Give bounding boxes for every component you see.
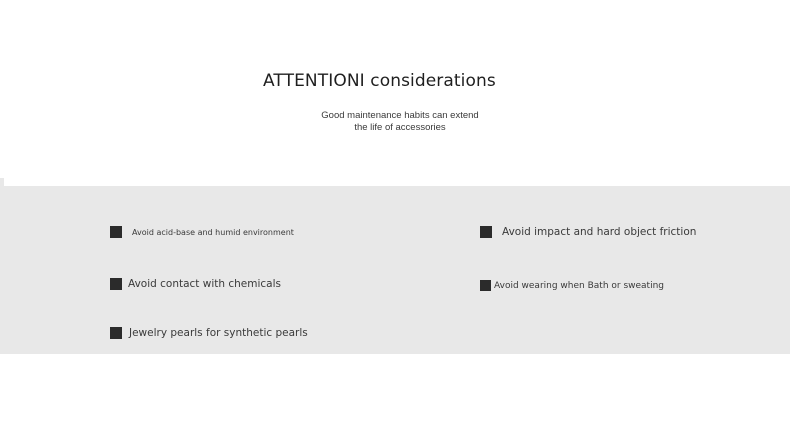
square-bullet-icon bbox=[110, 226, 122, 238]
square-bullet-icon bbox=[110, 327, 122, 339]
consideration-item bbox=[110, 327, 308, 339]
page-title: ATTENTIONI considerations bbox=[263, 71, 496, 91]
page-subtitle bbox=[300, 110, 500, 134]
consideration-text: Avoid impact and hard object friction bbox=[502, 226, 697, 238]
consideration-item bbox=[110, 278, 281, 290]
consideration-text: Avoid acid-base and humid environment bbox=[132, 227, 294, 237]
consideration-text: Jewelry pearls for synthetic pearls bbox=[129, 327, 308, 339]
square-bullet-icon bbox=[480, 226, 492, 238]
subtitle-line-1: Good maintenance habits can extend bbox=[321, 110, 479, 121]
consideration-text: Avoid wearing when Bath or sweating bbox=[494, 280, 664, 291]
consideration-item bbox=[480, 280, 664, 291]
subtitle-line-2: the life of accessories bbox=[354, 122, 446, 133]
square-bullet-icon bbox=[480, 280, 491, 291]
square-bullet-icon bbox=[110, 278, 122, 290]
consideration-item bbox=[480, 226, 696, 238]
consideration-text: Avoid contact with chemicals bbox=[128, 278, 281, 290]
consideration-item bbox=[110, 226, 294, 238]
